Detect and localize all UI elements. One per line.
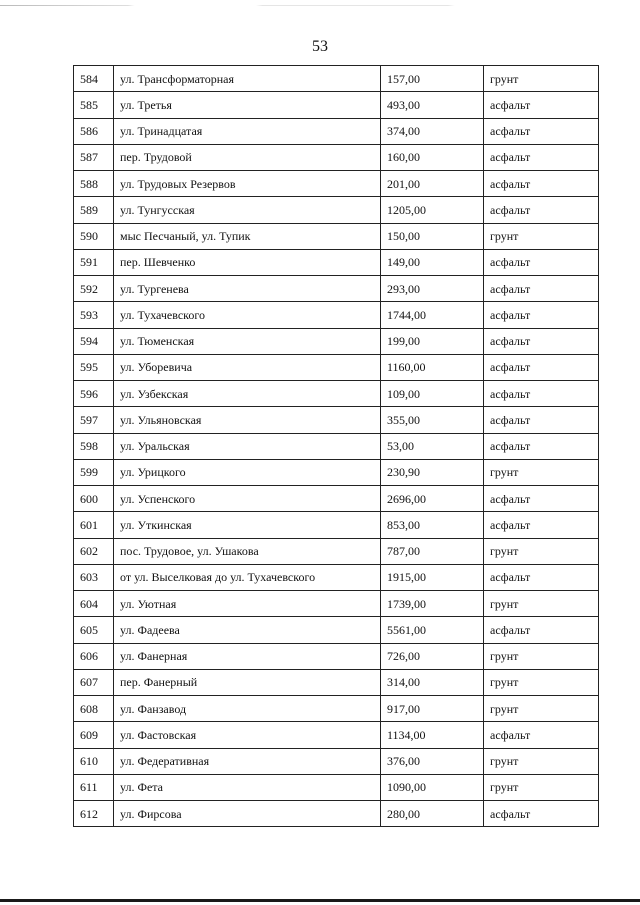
street-name-cell: ул. Тургенева (114, 276, 381, 302)
street-name-cell: ул. Уткинская (114, 512, 381, 538)
table-row (74, 171, 599, 197)
surface-type-cell: асфальт (484, 144, 599, 170)
table-row (74, 512, 599, 538)
length-cell: 201,00 (381, 171, 484, 197)
table-row (74, 748, 599, 774)
table-row (74, 696, 599, 722)
length-cell: 374,00 (381, 118, 484, 144)
street-name-cell: ул. Третья (114, 92, 381, 118)
row-number-cell: 586 (74, 118, 114, 144)
street-name-cell: ул. Трансформаторная (114, 66, 381, 92)
street-name-cell: ул. Урицкого (114, 459, 381, 485)
surface-type-cell: грунт (484, 591, 599, 617)
surface-type-cell: асфальт (484, 433, 599, 459)
table-row (74, 144, 599, 170)
scan-edge-top (0, 5, 640, 6)
roads-table-body (74, 66, 599, 827)
surface-type-cell: грунт (484, 538, 599, 564)
table-row (74, 643, 599, 669)
page-number: 53 (312, 38, 328, 55)
row-number-cell: 589 (74, 197, 114, 223)
street-name-cell: ул. Тюменская (114, 328, 381, 354)
surface-type-cell: асфальт (484, 801, 599, 827)
length-cell: 376,00 (381, 748, 484, 774)
row-number-cell: 587 (74, 144, 114, 170)
row-number-cell: 596 (74, 381, 114, 407)
length-cell: 293,00 (381, 276, 484, 302)
street-name-cell: пер. Фанерный (114, 669, 381, 695)
row-number-cell: 585 (74, 92, 114, 118)
street-name-cell: ул. Фадеева (114, 617, 381, 643)
surface-type-cell: грунт (484, 643, 599, 669)
table-row (74, 197, 599, 223)
table-row (74, 407, 599, 433)
table-row (74, 92, 599, 118)
length-cell: 1739,00 (381, 591, 484, 617)
surface-type-cell: асфальт (484, 486, 599, 512)
row-number-cell: 608 (74, 696, 114, 722)
length-cell: 199,00 (381, 328, 484, 354)
row-number-cell: 598 (74, 433, 114, 459)
length-cell: 1744,00 (381, 302, 484, 328)
row-number-cell: 604 (74, 591, 114, 617)
length-cell: 853,00 (381, 512, 484, 538)
row-number-cell: 593 (74, 302, 114, 328)
scan-edge-bottom (0, 899, 640, 902)
street-name-cell: ул. Тунгусская (114, 197, 381, 223)
surface-type-cell: грунт (484, 223, 599, 249)
street-name-cell: ул. Фета (114, 774, 381, 800)
row-number-cell: 591 (74, 249, 114, 275)
length-cell: 1915,00 (381, 564, 484, 590)
length-cell: 1205,00 (381, 197, 484, 223)
row-number-cell: 603 (74, 564, 114, 590)
street-name-cell: ул. Ульяновская (114, 407, 381, 433)
row-number-cell: 584 (74, 66, 114, 92)
surface-type-cell: асфальт (484, 354, 599, 380)
row-number-cell: 590 (74, 223, 114, 249)
table-row (74, 564, 599, 590)
street-name-cell: ул. Фанерная (114, 643, 381, 669)
street-name-cell: ул. Успенского (114, 486, 381, 512)
length-cell: 157,00 (381, 66, 484, 92)
table-row (74, 538, 599, 564)
row-number-cell: 610 (74, 748, 114, 774)
table-row (74, 591, 599, 617)
street-name-cell: пер. Шевченко (114, 249, 381, 275)
row-number-cell: 600 (74, 486, 114, 512)
street-name-cell: ул. Фанзавод (114, 696, 381, 722)
surface-type-cell: грунт (484, 696, 599, 722)
street-name-cell: ул. Фастовская (114, 722, 381, 748)
length-cell: 355,00 (381, 407, 484, 433)
roads-table (73, 65, 599, 827)
length-cell: 493,00 (381, 92, 484, 118)
surface-type-cell: асфальт (484, 722, 599, 748)
street-name-cell: пер. Трудовой (114, 144, 381, 170)
table-row (74, 302, 599, 328)
surface-type-cell: грунт (484, 748, 599, 774)
table-row (74, 722, 599, 748)
length-cell: 314,00 (381, 669, 484, 695)
table-row (74, 66, 599, 92)
row-number-cell: 597 (74, 407, 114, 433)
street-name-cell: от ул. Выселковая до ул. Тухачевского (114, 564, 381, 590)
surface-type-cell: асфальт (484, 381, 599, 407)
row-number-cell: 595 (74, 354, 114, 380)
length-cell: 53,00 (381, 433, 484, 459)
surface-type-cell: грунт (484, 66, 599, 92)
row-number-cell: 599 (74, 459, 114, 485)
row-number-cell: 606 (74, 643, 114, 669)
table-row (74, 433, 599, 459)
length-cell: 1090,00 (381, 774, 484, 800)
surface-type-cell: асфальт (484, 197, 599, 223)
surface-type-cell: грунт (484, 459, 599, 485)
street-name-cell: ул. Уборевича (114, 354, 381, 380)
length-cell: 109,00 (381, 381, 484, 407)
table-row (74, 223, 599, 249)
surface-type-cell: грунт (484, 669, 599, 695)
length-cell: 1134,00 (381, 722, 484, 748)
table-row (74, 669, 599, 695)
street-name-cell: ул. Уральская (114, 433, 381, 459)
table-row (74, 774, 599, 800)
street-name-cell: ул. Узбекская (114, 381, 381, 407)
length-cell: 787,00 (381, 538, 484, 564)
length-cell: 2696,00 (381, 486, 484, 512)
surface-type-cell: асфальт (484, 407, 599, 433)
table-row (74, 249, 599, 275)
street-name-cell: мыс Песчаный, ул. Тупик (114, 223, 381, 249)
surface-type-cell: асфальт (484, 302, 599, 328)
length-cell: 149,00 (381, 249, 484, 275)
table-row (74, 381, 599, 407)
row-number-cell: 611 (74, 774, 114, 800)
row-number-cell: 605 (74, 617, 114, 643)
surface-type-cell: асфальт (484, 171, 599, 197)
length-cell: 160,00 (381, 144, 484, 170)
surface-type-cell: асфальт (484, 118, 599, 144)
street-name-cell: ул. Тринадцатая (114, 118, 381, 144)
table-row (74, 486, 599, 512)
surface-type-cell: асфальт (484, 249, 599, 275)
row-number-cell: 609 (74, 722, 114, 748)
table-row (74, 328, 599, 354)
table-row (74, 617, 599, 643)
length-cell: 150,00 (381, 223, 484, 249)
street-name-cell: ул. Федеративная (114, 748, 381, 774)
table-row (74, 276, 599, 302)
length-cell: 917,00 (381, 696, 484, 722)
street-name-cell: пос. Трудовое, ул. Ушакова (114, 538, 381, 564)
street-name-cell: ул. Фирсова (114, 801, 381, 827)
row-number-cell: 607 (74, 669, 114, 695)
row-number-cell: 592 (74, 276, 114, 302)
row-number-cell: 602 (74, 538, 114, 564)
surface-type-cell: асфальт (484, 512, 599, 538)
row-number-cell: 594 (74, 328, 114, 354)
table-row (74, 118, 599, 144)
street-name-cell: ул. Тухачевского (114, 302, 381, 328)
surface-type-cell: асфальт (484, 276, 599, 302)
length-cell: 1160,00 (381, 354, 484, 380)
street-name-cell: ул. Трудовых Резервов (114, 171, 381, 197)
surface-type-cell: асфальт (484, 92, 599, 118)
surface-type-cell: асфальт (484, 617, 599, 643)
surface-type-cell: асфальт (484, 564, 599, 590)
table-row (74, 459, 599, 485)
length-cell: 230,90 (381, 459, 484, 485)
length-cell: 280,00 (381, 801, 484, 827)
table-row (74, 354, 599, 380)
table-row (74, 801, 599, 827)
street-name-cell: ул. Уютная (114, 591, 381, 617)
row-number-cell: 612 (74, 801, 114, 827)
length-cell: 5561,00 (381, 617, 484, 643)
row-number-cell: 588 (74, 171, 114, 197)
row-number-cell: 601 (74, 512, 114, 538)
surface-type-cell: асфальт (484, 328, 599, 354)
surface-type-cell: грунт (484, 774, 599, 800)
length-cell: 726,00 (381, 643, 484, 669)
